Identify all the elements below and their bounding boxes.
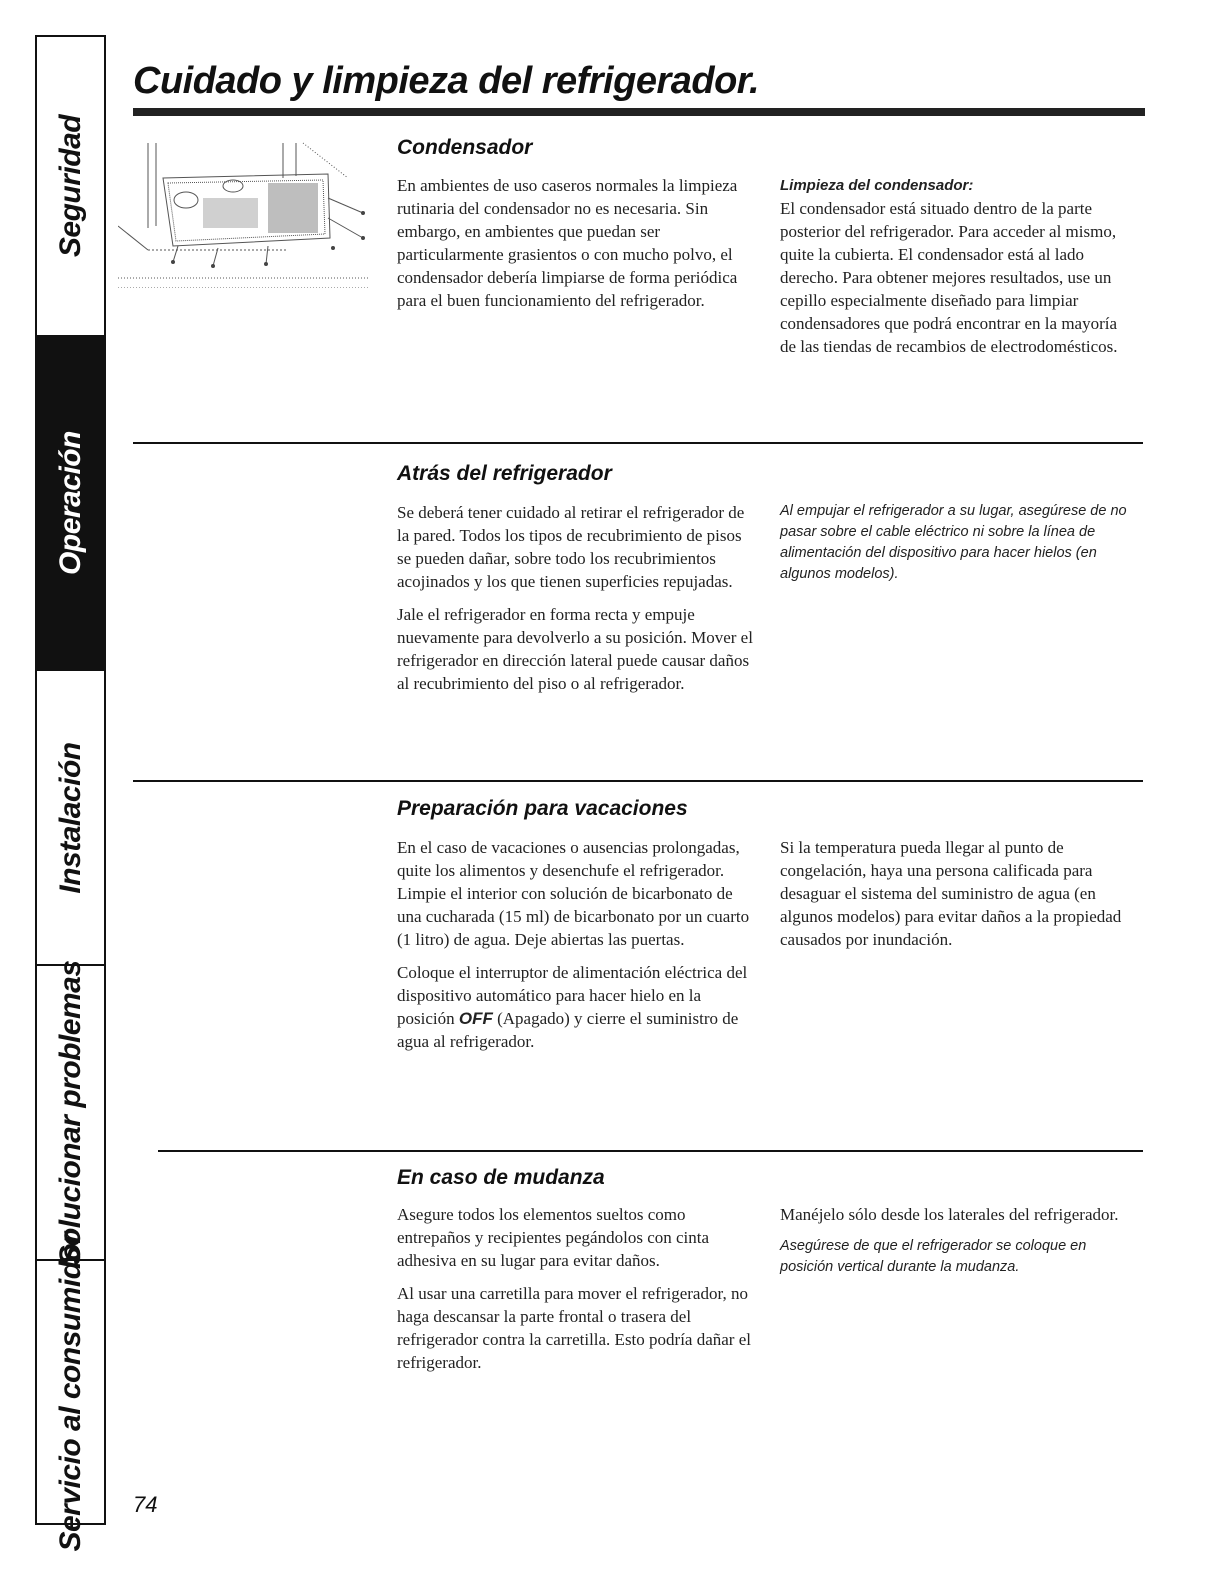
mudanza-note: Asegúrese de que el refrigerador se coloque en posición vertical durante la mudanza. bbox=[780, 1238, 1087, 1275]
limpieza-subheading: Limpieza del condensador: bbox=[780, 177, 974, 194]
mudanza-left-column bbox=[397, 1203, 757, 1384]
section-divider bbox=[158, 1150, 1143, 1152]
tab-label: Servicio al consumidor bbox=[53, 1232, 87, 1552]
side-tabs bbox=[35, 35, 106, 1552]
section-heading-vacaciones: Preparación para vacaciones bbox=[397, 797, 688, 820]
atras-paragraph-2: Jale el refrigerador en forma recta y empuje nuevamente para devolverlo a su posición. Mover el refrigerador en dirección lateral puede causar daños al recubrimiento del piso o al refrigerador. bbox=[397, 605, 753, 693]
mudanza-right-column bbox=[780, 1203, 1125, 1278]
title-rule bbox=[133, 108, 1145, 116]
mudanza-paragraph-2: Al usar una carretilla para mover el refrigerador, no haga descansar la parte frontal o trasera del refrigerador contra la carretilla. Esto podría dañar el refrigerador. bbox=[397, 1284, 751, 1372]
vacaciones-right-column bbox=[780, 836, 1125, 961]
vacaciones-left-column bbox=[397, 836, 757, 1063]
vacaciones-paragraph-1: En el caso de vacaciones o ausencias prolongadas, quite los alimentos y desenchufe el refrigerador. Limpie el interior con solución de bicarbonato de una cucharada (15 ml) de bicarbonato por un cuarto (1 litro) de agua. Deje abiertas las puertas. bbox=[397, 838, 750, 949]
limpieza-paragraph: El condensador está situado dentro de la parte posterior del refrigerador. Para acceder al mismo, quite la cubierta. El condensador está al lado derecho. Para obtener mejores resultados, use un cepillo especialmente diseñado para limpiar condensadores que podrá encontrar en la mayoría de las tiendas de recambios de electrodomésticos. bbox=[780, 199, 1118, 356]
atras-paragraph-1: Se deberá tener cuidado al retirar el refrigerador de la pared. Todos los tipos de recubrimiento de pisos se pueden dañar, sobre todo los recubrimientos acojinados y los que tienen superficies repujadas. bbox=[397, 503, 745, 591]
section-heading-mudanza: En caso de mudanza bbox=[397, 1166, 605, 1189]
tab-operacion[interactable] bbox=[37, 337, 104, 671]
off-label: OFF bbox=[458, 1009, 493, 1028]
mudanza-paragraph-1: Asegure todos los elementos sueltos como entrepaños y recipientes pegándolos con cinta adhesiva en su lugar para evitar daños. bbox=[397, 1205, 710, 1270]
tab-label: Instalación bbox=[53, 741, 87, 894]
section-divider bbox=[133, 780, 1143, 782]
tab-seguridad[interactable] bbox=[37, 37, 104, 337]
atras-left-column bbox=[397, 501, 757, 705]
atras-note: Al empujar el refrigerador a su lugar, asegúrese de no pasar sobre el cable eléctrico ni sobre la línea de alimentación del dispositivo para hacer hielos (en algunos modelos). bbox=[780, 503, 1127, 582]
page-title: Cuidado y limpieza del refrigerador. bbox=[133, 60, 760, 102]
tab-label: Seguridad bbox=[53, 114, 87, 258]
page-number: 74 bbox=[133, 1492, 158, 1517]
section-heading-condensador: Condensador bbox=[397, 136, 533, 159]
condensador-right-column bbox=[780, 174, 1125, 368]
condensador-left-column bbox=[397, 174, 757, 322]
condensador-paragraph: En ambientes de uso caseros normales la limpieza rutinaria del condensador no es necesaria. Sin embargo, en ambientes que puedan ser particularmente grasientos o con mucho polvo, el condensador debería limpiarse de forma periódica para el buen funcionamiento del refrigerador. bbox=[397, 176, 738, 310]
section-divider bbox=[133, 442, 1143, 444]
tab-label: Solucionar problemas bbox=[53, 959, 87, 1266]
tab-instalacion[interactable] bbox=[37, 671, 104, 966]
tab-label: Operación bbox=[53, 431, 87, 575]
tab-solucionar-problemas[interactable] bbox=[37, 959, 104, 1266]
vacaciones-text: (Apagado) y cierre el suministro de agua al refrigerador. bbox=[397, 1009, 739, 1051]
condenser-illustration bbox=[118, 138, 373, 288]
vacaciones-paragraph-3: Si la temperatura pueda llegar al punto de congelación, haya una persona calificada para desaguar el sistema del suministro de agua (en algunos modelos) para evitar daños a la propiedad causados por inundación. bbox=[780, 838, 1122, 949]
mudanza-paragraph-3: Manéjelo sólo desde los laterales del refrigerador. bbox=[780, 1205, 1119, 1224]
tab-servicio-al-consumidor[interactable] bbox=[37, 1232, 104, 1552]
section-heading-atras: Atrás del refrigerador bbox=[397, 462, 612, 485]
vacaciones-paragraph-2 bbox=[397, 961, 757, 1053]
vacaciones-text: Coloque el interruptor de alimentación eléctrica del dispositivo automático para hacer hielo en la posición bbox=[397, 963, 748, 1028]
